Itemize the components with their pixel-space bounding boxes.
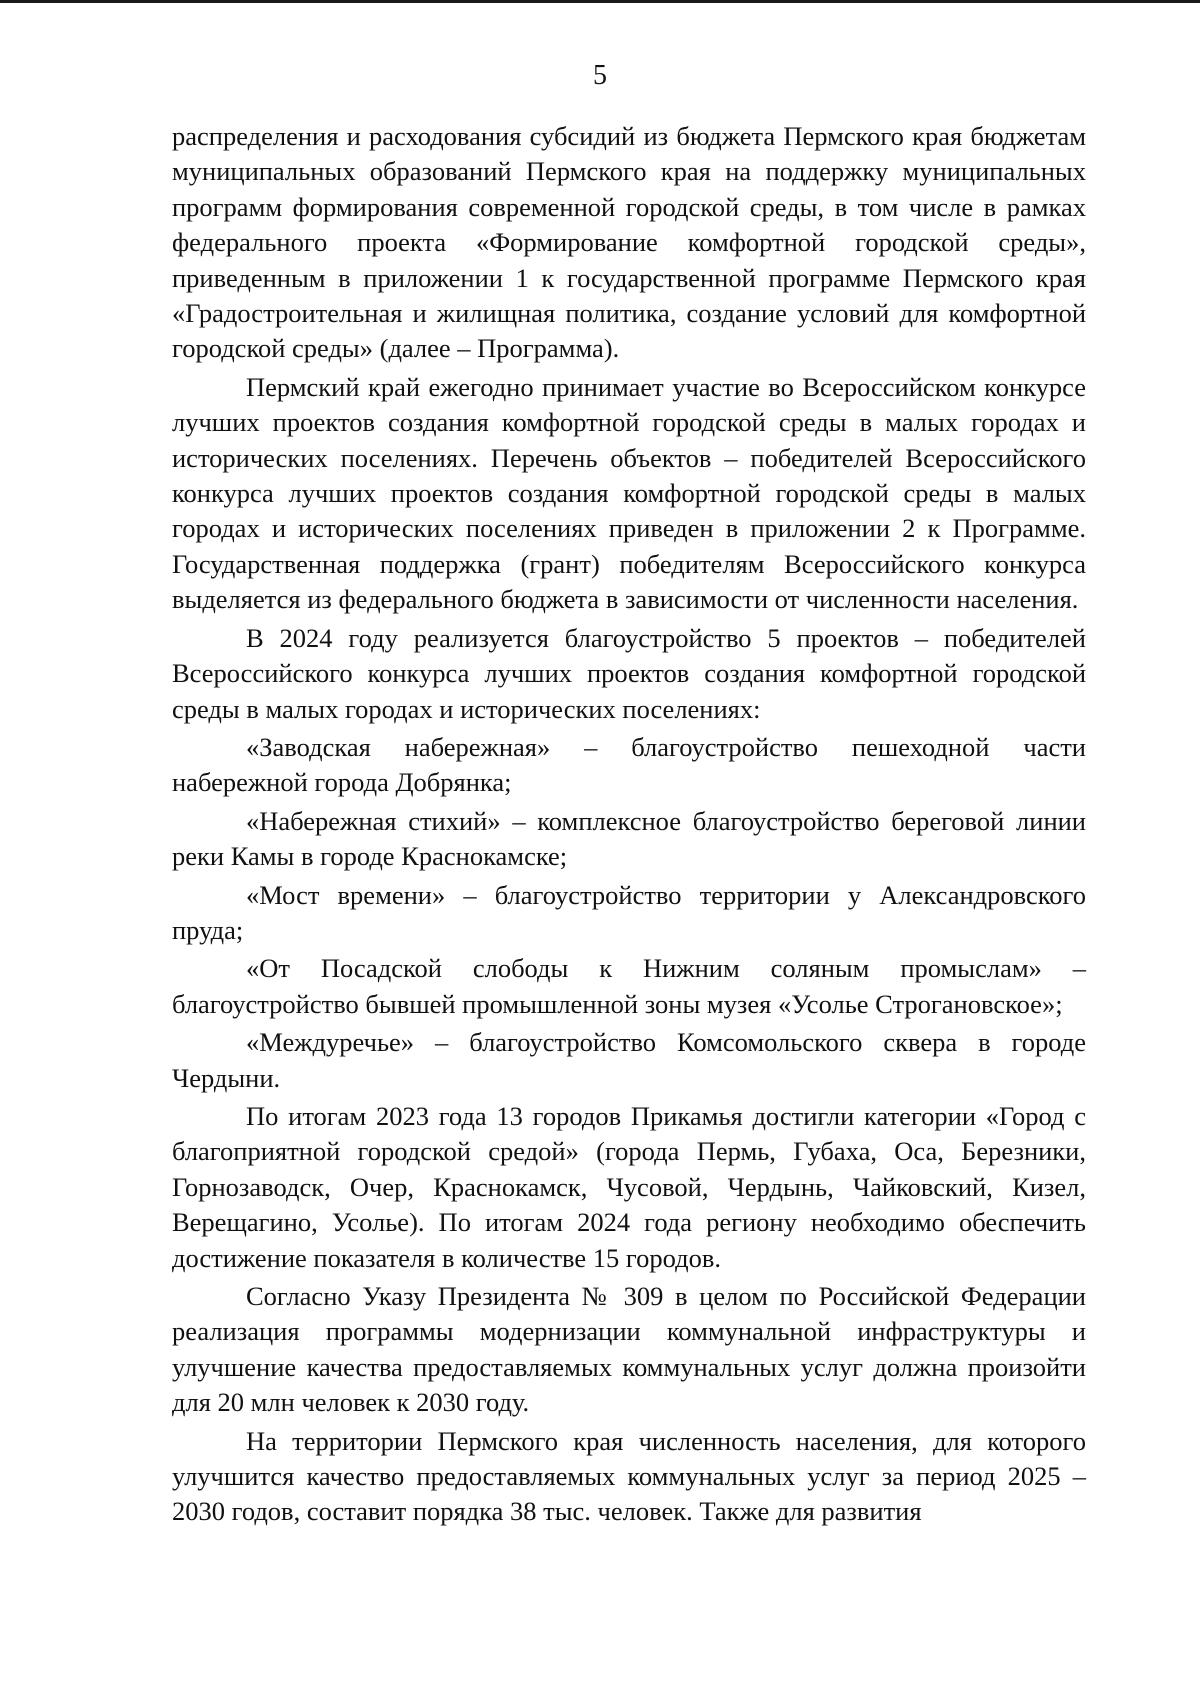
project-item-dobryanka: «Заводская набережная» – благоустройство пешеходной части набережной города Добрянка; [172, 731, 1086, 798]
paragraph-results-2023: По итогам 2023 года 13 городов Прикамья достигли категории «Город с благоприятной городской средой» (города Пермь, Губаха, Оса, Березники, Горнозаводск, Очер, Краснокамск, Чусовой, Чердынь, Чайковский, Кизел, Верещагино, Усолье). По итогам 2024 года региону необходимо обеспечить достижение показателя в количестве 15 городов. [172, 1100, 1086, 1273]
project-item-alexandrovsk: «Мост времени» – благоустройство территории у Александровского пруда; [172, 879, 1086, 945]
project-item-krasnokamsk: «Набережная стихий» – комплексное благоустройство береговой линии реки Камы в городе Краснокамске; [172, 805, 1086, 872]
project-item-usolye: «От Посадской слободы к Нижним соляным промыслам» – благоустройство бывшей промышленной зоны музея «Усолье Строгановское»; [172, 953, 1086, 1019]
document-body [172, 119, 1086, 1530]
paragraph-decree-309: Согласно Указу Президента № 309 в целом по Российской Федерации реализация программы модернизации коммунальной инфраструктуры и улучшение качества предоставляемых коммунальных услуг должна произойти для 20 млн человек к 2030 году. [172, 1281, 1086, 1418]
page-number: 5 [593, 60, 607, 91]
scan-edge-line [0, 0, 1200, 3]
paragraph-contest-participation: Пермский край ежегодно принимает участие во Всероссийском конкурсе лучших проектов создания комфортной городской среды в малых городах и исторических поселениях. Перечень объектов – победителей Всероссийского конкурса лучших проектов создания комфортной городской среды в малых городах и исторических поселениях приведен в приложении 2 к Программе. Государственная поддержка (грант) победителям Всероссийского конкурса выделяется из федерального бюджета в зависимости от численности населения. [172, 371, 1086, 615]
paragraph-projects-2024: В 2024 году реализуется благоустройство 5 проектов – победителей Всероссийского конкурса лучших проектов создания комфортной городской среды в малых городах и исторических поселениях: [172, 622, 1086, 724]
paragraph-perm-population: На территории Пермского края численность населения, для которого улучшится качество предоставляемых коммунальных услуг за период 2025 – 2030 годов, составит порядка 38 тыс. человек. Также для развития [172, 1425, 1086, 1527]
paragraph-continuation: распределения и расходования субсидий из бюджета Пермского края бюджетам муниципальных образований Пермского края на поддержку муниципальных программ формирования современной городской среды, в том числе в рамках федерального проекта «Формирование комфортной городской среды», приведенным в приложении 1 к государственной программе Пермского края «Градостроительная и жилищная политика, создание условий для комфортной городской среды» (далее – Программа). [172, 121, 1086, 364]
project-item-cherdyn: «Междуречье» – благоустройство Комсомольского сквера в городе Чердыни. [172, 1027, 1086, 1093]
